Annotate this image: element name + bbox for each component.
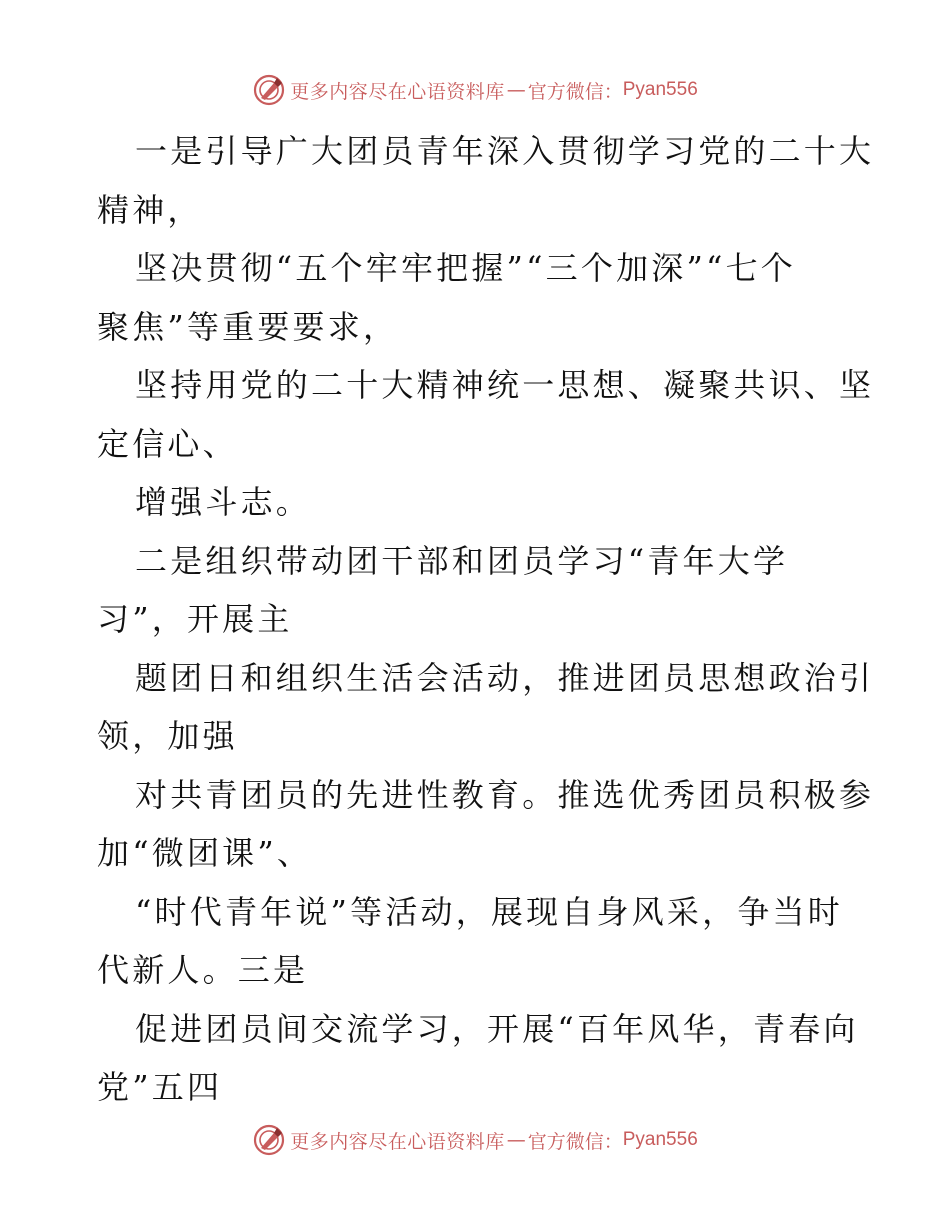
text-line: 题团日和组织生活会活动，推进团员思想政治引	[135, 658, 875, 697]
text-line: 党”五四	[97, 1068, 223, 1106]
text-line: 定信心、	[97, 424, 238, 463]
text-line: 增强斗志。	[135, 483, 312, 521]
banner-wechat-handle: Pyan556	[622, 79, 698, 100]
header-banner	[0, 72, 950, 108]
text-line: 坚决贯彻“五个牢牢把握”“三个加深”“七个	[135, 249, 796, 287]
document-body	[97, 122, 875, 1117]
text-line: 代新人。三是	[97, 951, 309, 989]
text-line: 对共青团员的先进性教育。推选优秀团员积极参	[135, 775, 875, 814]
text-line: “时代青年说”等活动，展现自身风采，争当时	[135, 892, 843, 931]
pen-nib-circle-icon	[252, 73, 286, 107]
text-line: 加“微团课”、	[97, 834, 313, 872]
text-line: 领，加强	[97, 717, 238, 755]
banner-dash: —	[506, 79, 526, 101]
banner-site-name: 更多内容尽在心语资料库	[290, 1130, 505, 1153]
banner-site-name: 更多内容尽在心语资料库	[290, 80, 505, 103]
banner-wechat-label: 官方微信：	[527, 80, 623, 103]
banner-wechat-handle: Pyan556	[622, 1129, 698, 1150]
pen-nib-circle-icon	[252, 1123, 286, 1157]
text-line: 坚持用党的二十大精神统一思想、凝聚共识、坚	[135, 366, 875, 404]
text-line: 精神，	[97, 190, 203, 229]
text-line: 促进团员间交流学习，开展“百年风华，青春向	[135, 1009, 859, 1048]
text-line: 习”，开展主	[97, 600, 293, 638]
text-line: 二是组织带动团干部和团员学习“青年大学	[135, 541, 789, 580]
text-line: 聚焦”等重要要求，	[97, 307, 399, 346]
text-line: 一是引导广大团员青年深入贯彻学习党的二十大	[135, 132, 875, 170]
footer-banner	[0, 1122, 950, 1158]
banner-dash: —	[506, 1129, 526, 1151]
banner-wechat-label: 官方微信：	[527, 1130, 623, 1153]
